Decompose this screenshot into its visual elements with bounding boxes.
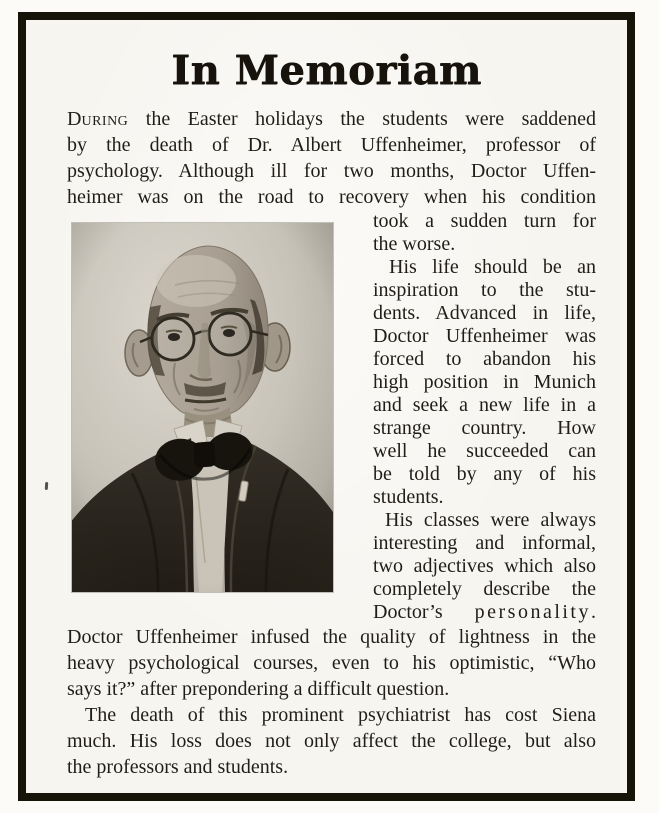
letter-spaced-word: personality xyxy=(474,601,591,623)
text-line: heavy psychological courses, even to his optimistic, “Who xyxy=(67,652,596,674)
text-line: strange country. How xyxy=(373,417,596,439)
text-line: His life should be an xyxy=(389,256,596,278)
text-line: completely describe the xyxy=(373,578,596,600)
text-line: the worse. xyxy=(373,233,456,255)
text-line: students. xyxy=(373,486,444,508)
text-line: high position in Munich xyxy=(373,371,596,393)
text-line: During the Easter holidays the students were saddened xyxy=(67,108,596,130)
text-line: and seek a new life in a xyxy=(373,394,596,416)
page-frame xyxy=(18,12,635,801)
memorial-article xyxy=(67,106,596,780)
drop-cap: D xyxy=(67,108,82,130)
ink-speck xyxy=(45,482,49,490)
text-line: by the death of Dr. Albert Uffenheimer, professor of xyxy=(67,134,596,156)
text-line: psychology. Although ill for two months, Doctor Uffen- xyxy=(67,160,596,182)
page-title: In Memoriam xyxy=(171,47,482,94)
text-line: heimer was on the road to recovery when his condition xyxy=(67,186,596,208)
text-line: the professors and students. xyxy=(67,756,289,778)
text-line: much. His loss does not only affect the college, but also xyxy=(67,730,596,752)
text-line: His classes were always xyxy=(385,509,596,531)
text-line: Doctor Uffenheimer infused the quality of lightness in the xyxy=(67,626,596,648)
text-line: inspiration to the stu- xyxy=(373,279,596,301)
text-line: interesting and informal, xyxy=(373,532,596,554)
text-line: well he succeeded can xyxy=(373,440,596,462)
text-line: be told by any of his xyxy=(373,463,596,485)
text-line: says it?” after prepondering a difficult question. xyxy=(67,678,450,700)
text-line: Doctor Uffenheimer was xyxy=(373,325,596,347)
portrait-photo xyxy=(72,223,333,592)
small-caps-word: uring xyxy=(81,108,129,130)
text-line: The death of this prominent psychiatrist has cost Siena xyxy=(85,704,596,726)
text-line: dents. Advanced in life, xyxy=(373,302,596,324)
text-line: forced to abandon his xyxy=(373,348,596,370)
portrait-illustration xyxy=(72,223,333,592)
text-line: Doctor’s personality. xyxy=(373,601,596,623)
text-line: took a sudden turn for xyxy=(373,210,596,232)
text-line: two adjectives which also xyxy=(373,555,596,577)
